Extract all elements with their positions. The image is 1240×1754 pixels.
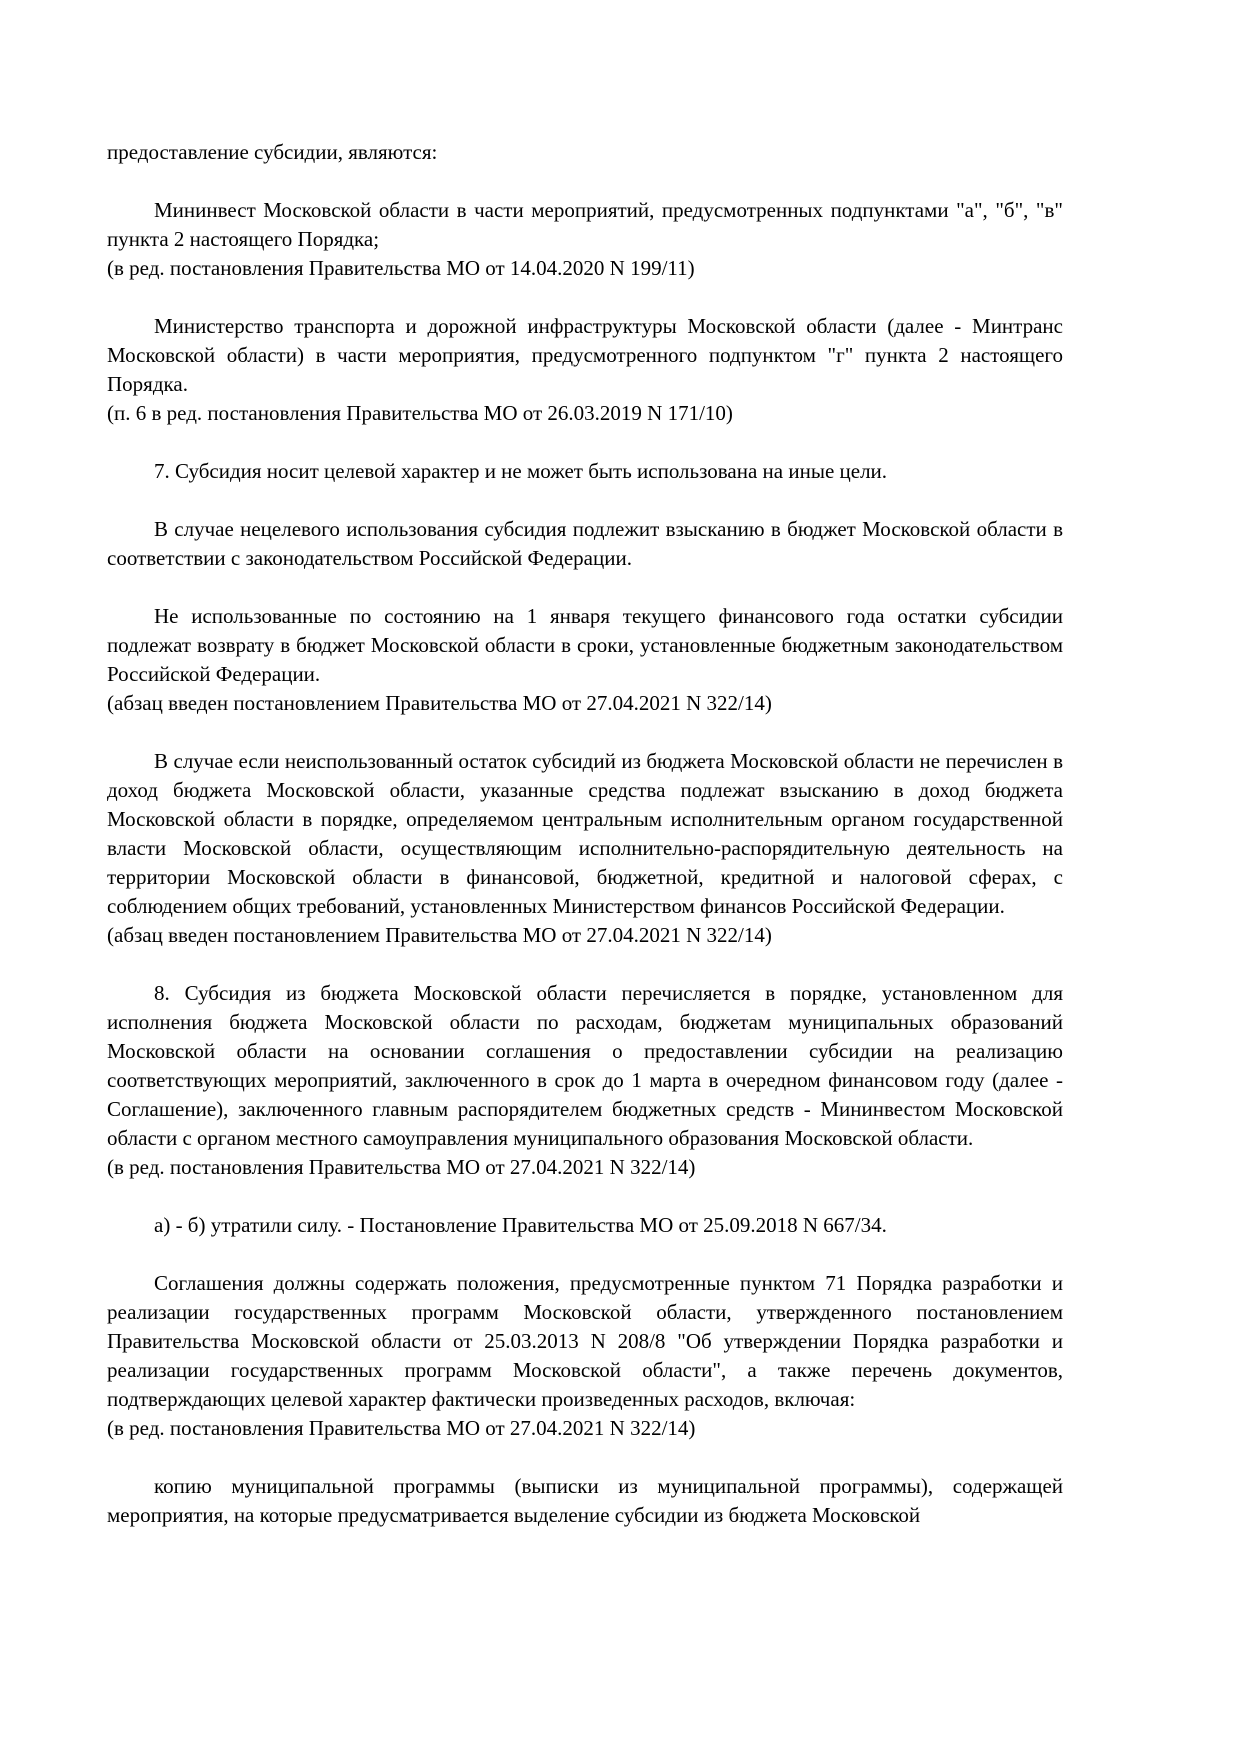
paragraph: Мининвест Московской области в части мероприятий, предусмотренных подпунктами "а", "б", "в" пункта 2 настоящего Порядка; <box>107 198 1063 251</box>
paragraph-continuation: предоставление субсидии, являются: <box>107 140 438 164</box>
amendment-note: (п. 6 в ред. постановления Правительства МО от 26.03.2019 N 171/10) <box>107 401 733 425</box>
paragraph: Не использованные по состоянию на 1 января текущего финансового года остатки субсидии подлежат возврату в бюджет Московской области в сроки, установленные бюджетным законодательством Российской Федерации. <box>107 604 1063 686</box>
paragraph: Соглашения должны содержать положения, предусмотренные пунктом 71 Порядка разработки и реализации государственных программ Московской области, утвержденного постановлением Правительства Московской области от 25.03.2013 N 208/8 "Об утверждении Порядка разработки и реализации государственных программ Московской области", а также перечень документов, подтверждающих целевой характер фактически произведенных расходов, включая: <box>107 1271 1063 1411</box>
document-page <box>107 138 1063 1530</box>
amendment-note: (абзац введен постановлением Правительства МО от 27.04.2021 N 322/14) <box>107 923 772 947</box>
paragraph: а) - б) утратили силу. - Постановление Правительства МО от 25.09.2018 N 667/34. <box>154 1213 887 1237</box>
amendment-note: (в ред. постановления Правительства МО от 27.04.2021 N 322/14) <box>107 1155 696 1179</box>
paragraph: 8. Субсидия из бюджета Московской области перечисляется в порядке, установленном для исполнения бюджета Московской области по расходам, бюджетам муниципальных образований Московской области на основании соглашения о предоставлении субсидии на реализацию соответствующих мероприятий, заключенного в срок до 1 марта в очередном финансовом году (далее - Соглашение), заключенного главным распорядителем бюджетных средств - Мининвестом Московской области с органом местного самоуправления муниципального образования Московской области. <box>107 981 1063 1150</box>
paragraph: В случае если неиспользованный остаток субсидий из бюджета Московской области не перечислен в доход бюджета Московской области, указанные средства подлежат взысканию в доход бюджета Московской области в порядке, определяемом центральным исполнительным органом государственной власти Московской области, осуществляющим исполнительно-распорядительную деятельность на территории Московской области в финансовой, бюджетной, кредитной и налоговой сферах, с соблюдением общих требований, установленных Министерством финансов Российской Федерации. <box>107 749 1063 918</box>
paragraph: копию муниципальной программы (выписки из муниципальной программы), содержащей мероприятия, на которые предусматривается выделение субсидии из бюджета Московской <box>107 1474 1063 1527</box>
paragraph: 7. Субсидия носит целевой характер и не может быть использована на иные цели. <box>154 459 888 483</box>
paragraph: В случае нецелевого использования субсидия подлежит взысканию в бюджет Московской области в соответствии с законодательством Российской Федерации. <box>107 517 1063 570</box>
amendment-note: (абзац введен постановлением Правительства МО от 27.04.2021 N 322/14) <box>107 691 772 715</box>
amendment-note: (в ред. постановления Правительства МО от 14.04.2020 N 199/11) <box>107 256 695 280</box>
paragraph: Министерство транспорта и дорожной инфраструктуры Московской области (далее - Минтранс Московской области) в части мероприятия, предусмотренного подпунктом "г" пункта 2 настоящего Порядка. <box>107 314 1063 396</box>
amendment-note: (в ред. постановления Правительства МО от 27.04.2021 N 322/14) <box>107 1416 696 1440</box>
